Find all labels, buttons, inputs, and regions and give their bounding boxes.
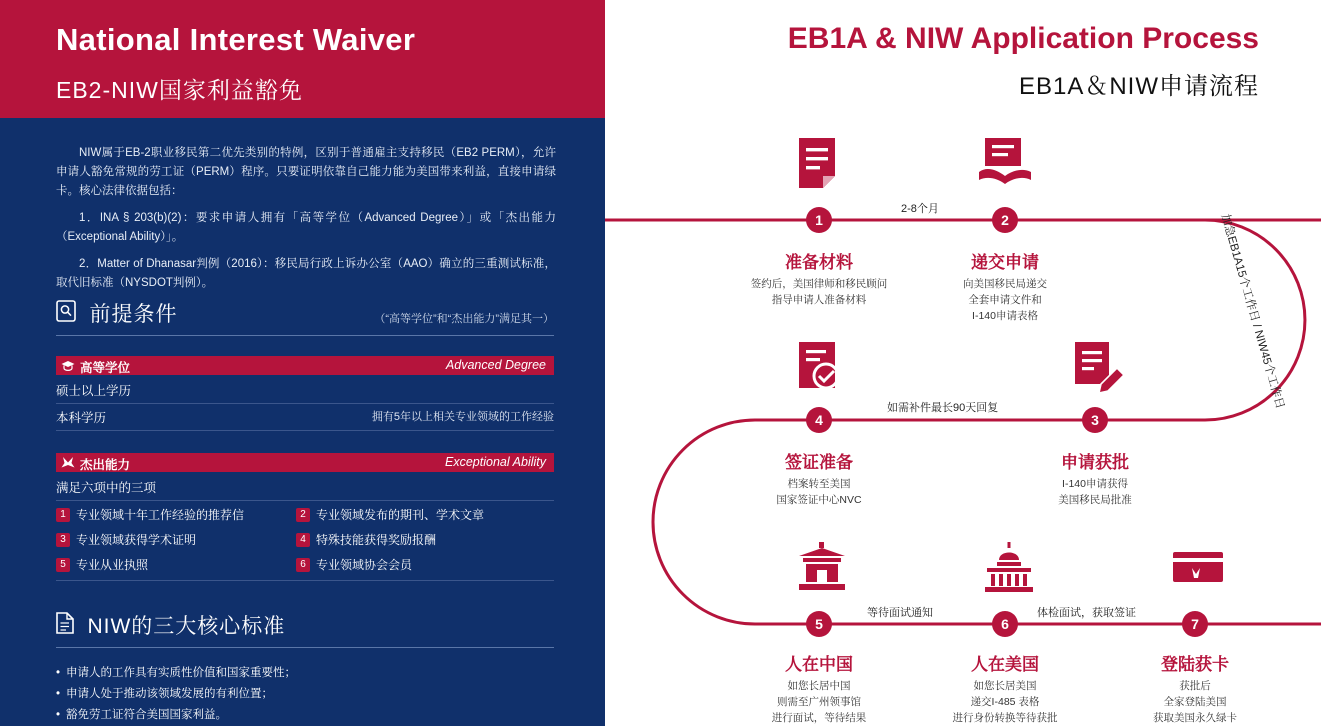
core-standard-1: • 申请人的工作具有实质性价值和国家重要性； xyxy=(56,664,296,680)
criterion-5-number: 5 xyxy=(56,558,70,572)
criterion-5-text: 专业从业执照 xyxy=(76,558,149,572)
criterion-3 xyxy=(56,531,196,548)
step-1-desc-line-2: 指导申请人准备材料 xyxy=(771,294,867,306)
bar-exceptional-ability xyxy=(56,453,554,472)
magnifier-doc-icon xyxy=(56,300,76,327)
step-7-desc-line-2: 全家登陆美国 xyxy=(1163,696,1227,708)
capitol-icon xyxy=(979,542,1039,599)
intro-paragraph-3: 2．Matter of Dhanasar判例（2016）：移民局行政上诉办公室（AAO）确立的三重测试标准，取代旧标准（NYSDOT判例）。 xyxy=(56,258,556,289)
page-title-en: National Interest Waiver xyxy=(56,22,416,57)
step-5-number[interactable]: 5 xyxy=(806,611,832,637)
step-2-desc-line-2: 全套申请文件和 xyxy=(968,294,1042,306)
bar-advanced-degree xyxy=(56,356,554,375)
degree-row-2 xyxy=(56,408,554,431)
core-standard-2: • 申请人处于推动该领域发展的有利位置； xyxy=(56,685,273,701)
criterion-5 xyxy=(56,556,148,573)
step-5-desc-line-3: 进行面试，等待结果 xyxy=(771,712,867,724)
degree-row-1 xyxy=(56,381,554,404)
path-label-middle: 如需补件最长90天回复 xyxy=(887,402,999,414)
bar-exceptional-ability-en: Exceptional Ability xyxy=(445,455,546,469)
step-3-desc-line-2: 美国移民局批准 xyxy=(1058,494,1132,506)
green-card-icon xyxy=(1171,548,1225,593)
step-4-title: 签证准备 xyxy=(785,453,853,472)
section-heading-prerequisites xyxy=(56,298,554,336)
step-7-desc-line-3: 获取美国永久绿卡 xyxy=(1153,712,1237,724)
section-note: （“高等学位”和“杰出能力”满足其一） xyxy=(374,313,554,325)
criterion-1-text: 专业领域十年工作经验的推荐信 xyxy=(76,508,245,522)
step-6-description xyxy=(917,678,1093,726)
criteria-divider xyxy=(56,580,554,581)
temple-icon xyxy=(791,542,853,597)
process-title-cn: EB1A＆NIW申请流程 xyxy=(1018,73,1259,100)
document-stamp-icon xyxy=(793,340,849,405)
criterion-4-text: 特殊技能获得奖励报酬 xyxy=(316,533,437,547)
section-title-core-standards: NIW的三大核心标准 xyxy=(87,615,286,638)
document-lines-icon xyxy=(795,136,847,199)
step-2-desc-line-3: I-140申请表格 xyxy=(972,310,1038,322)
intro-paragraph-2: 1．INA § 203(b)(2)：要求申请人拥有「高等学位（Advanced Degree）」或「杰出能力（Exceptional Ability）」。 xyxy=(56,212,556,243)
criterion-2-text: 专业领域发布的期刊、学术文章 xyxy=(316,508,485,522)
step-6-number[interactable]: 6 xyxy=(992,611,1018,637)
step-4-description xyxy=(739,476,899,508)
expedited-processing-label: 加急EB1A15个工作日 / NIW45个工作日 xyxy=(1218,212,1286,411)
step-7-description xyxy=(1115,678,1275,726)
criterion-3-number: 3 xyxy=(56,533,70,547)
document-pen-icon xyxy=(1071,340,1127,405)
step-4-desc-line-2: 国家签证中心NVC xyxy=(776,494,862,506)
step-6-desc-line-1: 如您长居美国 xyxy=(973,680,1037,692)
degree-row-1-label: 硕士以上学历 xyxy=(56,384,132,398)
left-panel xyxy=(0,0,605,726)
step-1-number[interactable]: 1 xyxy=(806,207,832,233)
criterion-2 xyxy=(296,506,484,523)
star-burst-icon xyxy=(61,456,75,474)
flow-path xyxy=(605,0,1321,726)
step-2-desc-line-1: 向美国移民局递交 xyxy=(963,278,1047,290)
intro-text xyxy=(56,144,556,301)
bar-advanced-degree-cn: 高等学位 xyxy=(80,361,131,375)
section-heading-core-standards xyxy=(56,610,554,648)
graduation-cap-icon xyxy=(61,359,75,377)
step-5-description xyxy=(739,678,899,726)
path-label-bottom-1: 等待面试通知 xyxy=(867,607,933,619)
step-2-description xyxy=(925,276,1085,324)
degree-row-2-label: 本科学历 xyxy=(56,411,107,425)
criterion-6-text: 专业领域协会会员 xyxy=(316,558,413,572)
step-3-title: 申请获批 xyxy=(1061,453,1129,472)
criteria-title: 满足六项中的三项 xyxy=(56,478,554,501)
criterion-4 xyxy=(296,531,436,548)
section-title-prerequisites: 前提条件 xyxy=(89,303,178,326)
degree-row-2-detail: 拥有5年以上相关专业领域的工作经验 xyxy=(371,411,554,423)
criterion-3-text: 专业领域获得学术证明 xyxy=(76,533,197,547)
page-title-cn: EB2-NIW国家利益豁免 xyxy=(56,77,303,103)
step-1-title: 准备材料 xyxy=(785,253,853,272)
criterion-6-number: 6 xyxy=(296,558,310,572)
criterion-1-number: 1 xyxy=(56,508,70,522)
document-icon xyxy=(56,612,74,639)
step-5-desc-line-1: 如您长居中国 xyxy=(787,680,851,692)
criterion-1 xyxy=(56,506,244,523)
core-standard-3: • 豁免劳工证符合美国国家利益。 xyxy=(56,706,227,722)
step-5-desc-line-2: 则需至广州领事馆 xyxy=(777,696,861,708)
step-7-title: 登陆获卡 xyxy=(1161,655,1229,674)
step-2-title: 递交申请 xyxy=(971,253,1039,272)
step-4-desc-line-1: 档案转至美国 xyxy=(787,478,851,490)
step-7-number[interactable]: 7 xyxy=(1182,611,1208,637)
criterion-2-number: 2 xyxy=(296,508,310,522)
criterion-4-number: 4 xyxy=(296,533,310,547)
step-1-desc-line-1: 签约后，美国律师和移民顾问 xyxy=(750,278,888,290)
process-title-en: EB1A & NIW Application Process xyxy=(787,22,1259,55)
path-label-top: 2-8个月 xyxy=(901,203,939,215)
right-panel xyxy=(605,0,1321,726)
criterion-6 xyxy=(296,556,412,573)
bar-advanced-degree-en: Advanced Degree xyxy=(445,358,546,372)
step-6-desc-line-2: 递交I-485 表格 xyxy=(970,696,1040,708)
intro-paragraph-1: NIW属于EB-2职业移民第二优先类别的特例，区别于普通雇主支持移民（EB2 PERM），允许申请人豁免常规的劳工证（PERM）程序。只要证明依靠自己能力能为美国带来利益，直接申请绿卡。核心法律依据包括： xyxy=(56,147,556,197)
step-7-desc-line-1: 获批后 xyxy=(1179,680,1211,692)
step-4-number[interactable]: 4 xyxy=(806,407,832,433)
bar-exceptional-ability-cn: 杰出能力 xyxy=(80,458,131,472)
step-1-description xyxy=(739,276,899,308)
step-3-number[interactable]: 3 xyxy=(1082,407,1108,433)
hand-document-icon xyxy=(977,136,1033,199)
step-2-number[interactable]: 2 xyxy=(992,207,1018,233)
step-3-desc-line-1: I-140申请获得 xyxy=(1062,478,1128,490)
step-6-title: 人在美国 xyxy=(971,655,1039,674)
step-3-description xyxy=(1015,476,1175,508)
step-5-title: 人在中国 xyxy=(785,655,853,674)
step-6-desc-line-3: 进行身份转换等待获批 xyxy=(952,712,1058,724)
path-label-bottom-2: 体检面试，获取签证 xyxy=(1037,607,1136,619)
